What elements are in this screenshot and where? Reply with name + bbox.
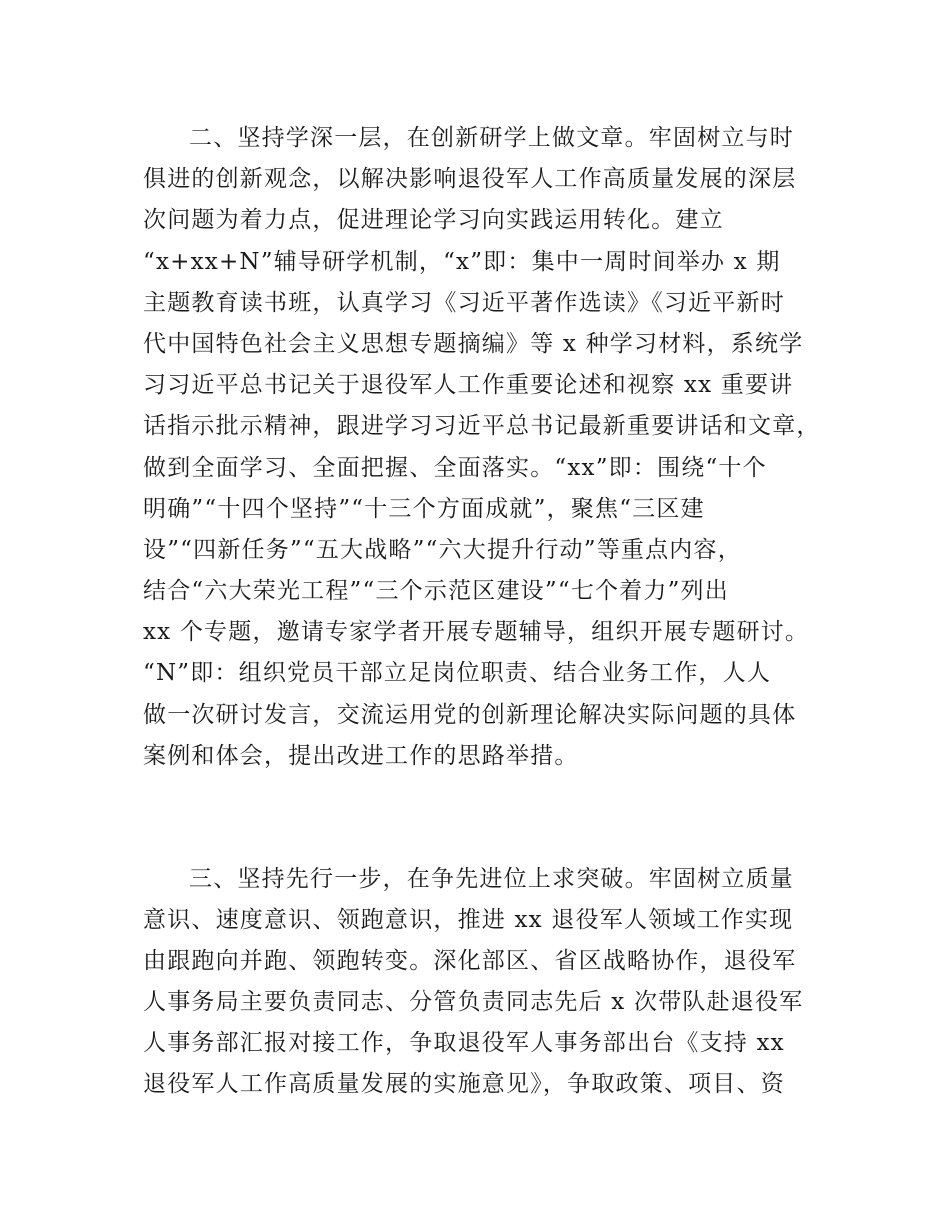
text-line: 退役军人工作高质量发展的实施意见》，争取政策、项目、资: [143, 1071, 785, 1097]
text-line: 次问题为着力点，促进理论学习向实践运用转化。建立: [143, 207, 724, 234]
text-line: 俱进的创新观念，以解决影响退役军人工作高质量发展的深层: [143, 166, 797, 193]
text-line: 二、坚持学深一层，在创新研学上做文章。牢固树立与时: [189, 125, 794, 151]
text-line: 习习近平总书记关于退役军人工作重要论述和视察 xx 重要讲: [143, 372, 794, 399]
paragraph-2: [143, 118, 823, 777]
text-line: 做到全面学习、全面把握、全面落实。“xx”即：围绕“十个: [143, 454, 767, 481]
text-line: 人事务局主要负责同志、分管负责同志先后 x 次带队赴退役军: [143, 989, 804, 1015]
text-line: 结合“六大荣光工程”“三个示范区建设”“七个着力”列出: [143, 578, 729, 605]
text-line: xx 个专题，邀请专家学者开展专题辅导，组织开展专题研讨。: [143, 619, 810, 646]
text-line: 代中国特色社会主义思想专题摘编》等 x 种学习材料，系统学: [143, 330, 804, 357]
text-line: 三、坚持先行一步，在争先进位上求突破。牢固树立质量: [189, 866, 794, 892]
text-line: 明确”“十四个坚持”“十三个方面成就”，聚焦“三区建: [143, 495, 705, 522]
text-line: “N”即：组织党员干部立足岗位职责、结合业务工作，人人: [143, 660, 772, 687]
text-line: 人事务部汇报对接工作，争取退役军人事务部出台《支持 xx: [143, 1030, 785, 1056]
paragraph-3: [143, 859, 823, 1105]
text-line: 案例和体会，提出改进工作的思路举措。: [143, 742, 579, 769]
text-line: 设”“四新任务”“五大战略”“六大提升行动”等重点内容，: [143, 536, 742, 563]
text-line: “x+xx+N”辅导研学机制，“x”即：集中一周时间举办 x 期: [143, 248, 781, 275]
text-line: 主题教育读书班，认真学习《习近平著作选读》《习近平新时: [143, 289, 785, 316]
text-line: 由跟跑向并跑、领跑转变。深化部区、省区战略协作，退役军: [143, 948, 797, 974]
text-line: 做一次研讨发言，交流运用党的创新理论解决实际问题的具体: [143, 701, 797, 728]
text-line: 话指示批示精神，跟进学习习近平总书记最新重要讲话和文章，: [143, 413, 821, 440]
text-line: 意识、速度意识、领跑意识，推进 xx 退役军人领域工作实现: [143, 907, 794, 933]
